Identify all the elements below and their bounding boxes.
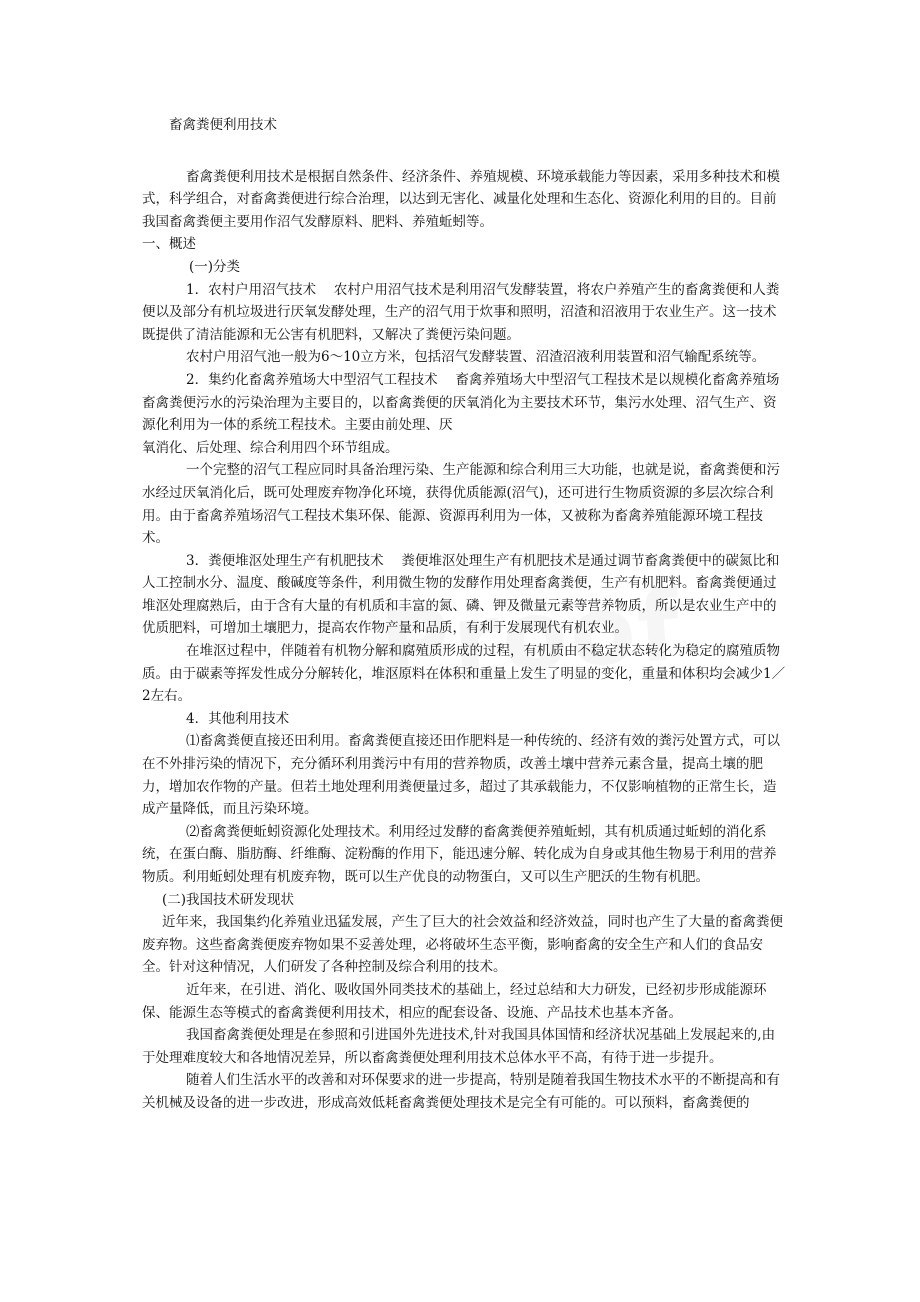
paragraph-future-outlook: 随着人们生活水平的改善和对环保要求的进一步提高，特别是随着我国生物技术水平的不断提高和有关机械及设备的进一步改进，形成高效低耗畜禽粪便处理技术是完全有可能的。可以预料，畜禽粪便的 [142,1072,780,1111]
paragraph-earthworm-processing: ⑵畜禽粪便蚯蚓资源化处理技术。利用经过发酵的畜禽粪便养殖蚯蚓，其有机质通过蚯蚓的消化系统，在蛋白酶、脂肪酶、纤维酶、淀粉酶的作用下，能迅速分解、转化成为自身或其他生物易于利用的营养物质。利用蚯蚓处理有机废弃物，既可以生产优良的动物蛋白，又可以生产肥沃的生物有机肥。 [142,823,777,885]
subsection-heading-classification: (一)分类 [189,258,241,275]
paragraph-household-biogas: 1．农村户用沼气技术 农村户用沼气技术是利用沼气发酵装置，将农户养殖产生的畜禽粪便和人粪便以及部分有机垃圾进行厌氧发酵处理，生产的沼气用于炊事和照明，沼渣和沼液用于农业生产。这一技术既提供了清洁能源和无公害有机肥料，又解决了粪便污染问题。 [142,281,780,343]
paragraph-other-techniques-heading: 4．其他利用技术 [186,710,290,727]
document-body [142,114,787,1115]
intro-paragraph: 畜禽粪便利用技术是根据自然条件、经济条件、养殖规模、环境承载能力等因素，采用多种技术和模式，科学组合，对畜禽粪便进行综合治理，以达到无害化、减量化处理和生态化、资源化利用的目的。目前我国畜禽粪便主要用作沼气发酵原料、肥料、养殖蚯蚓等。 [142,168,780,230]
page-title: 畜禽粪便利用技术 [169,117,277,133]
paragraph-large-biogas-project-cont: 氧消化、后处理、综合利用四个环节组成。 [142,439,399,456]
paragraph-domestic-status: 我国畜禽粪便处理是在参照和引进国外先进技术,针对我国具体国情和经济状况基础上发展起来的,由于处理难度较大和各地情况差异，所以畜禽粪便处理利用技术总体水平不高，有待于进一步提升。 [142,1027,776,1066]
paragraph-direct-field-return: ⑴畜禽粪便直接还田利用。畜禽粪便直接还田作肥料是一种传统的、经济有效的粪污处置方式，可以在不外排污染的情况下，充分循环利用粪污中有用的营养物质，改善土壤中营养元素含量，提高土壤的肥力，增加农作物的产量。但若土地处理利用粪便量过多，超过了其承载能力，不仅影响植物的正常生长，造成产量降低，而且污染环境。 [142,733,780,818]
paragraph-recent-development: 近年来，我国集约化养殖业迅猛发展，产生了巨大的社会效益和经济效益，同时也产生了大量的畜禽粪便废弃物。这些畜禽粪便废弃物如果不妥善处理，必将破坏生态平衡，影响畜禽的安全生产和人们的食品安全。针对这种情况，人们研发了各种控制及综合利用的技术。 [142,914,783,976]
paragraph-technology-adoption: 近年来，在引进、消化、吸收国外同类技术的基础上，经过总结和大力研发，已经初步形成能源环保、能源生态等模式的畜禽粪便利用技术，相应的配套设备、设施、产品技术也基本齐备。 [142,981,767,1021]
subsection-heading-research-status: (二)我国技术研发现状 [162,891,295,908]
paragraph-composting-process: 在堆沤过程中，伴随着有机物分解和腐殖质形成的过程，有机质由不稳定状态转化为稳定的腐殖质物质。由于碳素等挥发性成分分解转化，堆沤原料在体积和重量上发生了明显的变化，重量和体积均会减少1／2左右。 [142,643,786,705]
section-heading-overview: 一、概述 [142,236,196,253]
paragraph-biogas-pool-size: 农村户用沼气池一般为6～10立方米，包括沼气发酵装置、沼渣沼液利用装置和沼气输配系统等。 [186,349,766,366]
paragraph-composting: 3．粪便堆沤处理生产有机肥技术 粪便堆沤处理生产有机肥技术是通过调节畜禽粪便中的碳氮比和人工控制水分、温度、酸碱度等条件，利用微生物的发酵作用处理畜禽粪便，生产有机肥料。畜禽粪便通过堆沤处理腐熟后，由于含有大量的有机质和丰富的氮、磷、钾及微量元素等营养物质，所以是农业生产中的优质肥料，可增加土壤肥力，提高农作物产量和品质，有利于发展现代有机农业。 [142,552,780,637]
paragraph-biogas-functions: 一个完整的沼气工程应同时具备治理污染、生产能源和综合利用三大功能，也就是说，畜禽粪便和污水经过厌氧消化后，既可处理废弃物净化环境，获得优质能源(沼气)，还可进行生物质资源的多层次综合利用。由于畜禽养殖场沼气工程技术集环保、能源、资源再利用为一体，又被称为畜禽养殖能源环境工程技术。 [142,462,780,547]
paragraph-large-biogas-project: 2．集约化畜禽养殖场大中型沼气工程技术 畜禽养殖场大中型沼气工程技术是以规模化畜禽养殖场畜禽粪便污水的污染治理为主要目的，以畜禽粪便的厌氧消化为主要技术环节，集污水处理、沼气生产、资源化利用为一体的系统工程技术。主要由前处理、厌 [142,371,780,434]
